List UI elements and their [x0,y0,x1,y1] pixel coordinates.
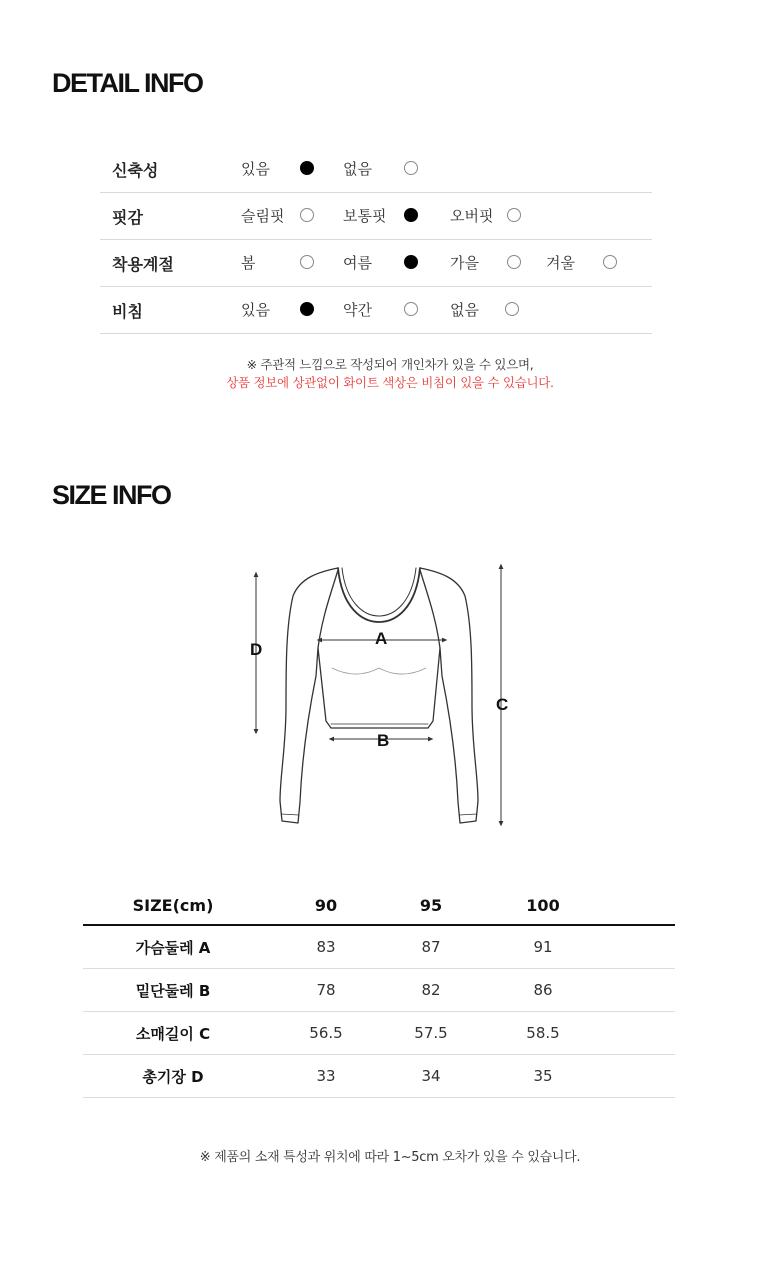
diagram-label-d: D [250,640,263,659]
table-cell: 91 [533,938,553,956]
selected-radio-icon [300,302,314,316]
unselected-radio-icon [505,302,519,316]
header-cell: 100 [526,895,560,915]
unselected-radio-icon [603,255,617,269]
table-cell: 83 [316,938,336,956]
detail-row-label: 핏감 [112,208,143,227]
size-table-header [83,886,675,926]
garment-diagram [238,556,538,850]
unselected-radio-icon [507,208,521,222]
table-cell: 87 [421,938,441,956]
table-cell: 56.5 [309,1024,343,1042]
table-cell: 34 [421,1067,441,1085]
option-label: 있음 [241,160,270,178]
table-row [83,1055,675,1098]
table-cell: 35 [533,1067,553,1085]
detail-note-line-2: 상품 정보에 상관없이 화이트 색상은 비침이 있을 수 있습니다. [226,375,554,390]
option-label: 보통핏 [343,207,387,225]
unselected-radio-icon [300,255,314,269]
diagram-label-c: C [496,695,509,714]
option-label: 없음 [450,301,479,319]
unselected-radio-icon [404,161,418,175]
selected-radio-icon [300,161,314,175]
table-cell: 33 [316,1067,336,1085]
table-cell: 78 [316,981,336,999]
table-cell: 58.5 [526,1024,560,1042]
detail-row-season [100,240,652,287]
size-note: ※ 제품의 소재 특성과 위치에 따라 1~5cm 오차가 있을 수 있습니다. [199,1150,581,1165]
table-row [83,969,675,1012]
detail-info-title: DETAIL INFO [52,68,203,98]
detail-row-label: 착용계절 [112,255,174,274]
detail-info-table [100,146,652,334]
detail-row-fit [100,193,652,240]
size-info-title: SIZE INFO [52,480,171,510]
crop-top-illustration [238,556,538,846]
selected-radio-icon [404,255,418,269]
detail-row-label: 비침 [112,302,143,321]
option-label: 봄 [241,254,256,272]
detail-note-line-1: ※ 주관적 느낌으로 작성되어 개인차가 있을 수 있으며, [246,357,534,372]
option-label: 약간 [343,301,372,319]
table-cell: 86 [533,981,553,999]
option-label: 슬림핏 [241,207,285,225]
row-label: 가슴둘레 A [135,938,211,957]
table-row [83,1012,675,1055]
size-table [83,886,675,1098]
option-label: 없음 [343,160,372,178]
detail-row-sheer [100,287,652,334]
row-label: 총기장 D [142,1067,204,1086]
option-label: 있음 [241,301,270,319]
table-row [83,926,675,969]
option-label: 오버핏 [450,207,494,225]
header-cell: 90 [314,895,338,915]
unselected-radio-icon [300,208,314,222]
unselected-radio-icon [404,302,418,316]
detail-row-label: 신축성 [112,161,159,180]
row-label: 밑단둘레 B [135,981,211,1000]
table-cell: 82 [421,981,441,999]
selected-radio-icon [404,208,418,222]
detail-row-stretch [100,146,652,193]
header-cell: 95 [419,895,443,915]
table-cell: 57.5 [414,1024,448,1042]
option-label: 가을 [450,254,479,272]
header-cell: SIZE(cm) [132,895,214,915]
row-label: 소매길이 C [135,1024,211,1043]
detail-notes [0,356,780,392]
unselected-radio-icon [507,255,521,269]
diagram-label-b: B [377,731,390,750]
diagram-label-a: A [375,629,388,648]
option-label: 여름 [343,254,372,272]
option-label: 겨울 [546,254,575,272]
